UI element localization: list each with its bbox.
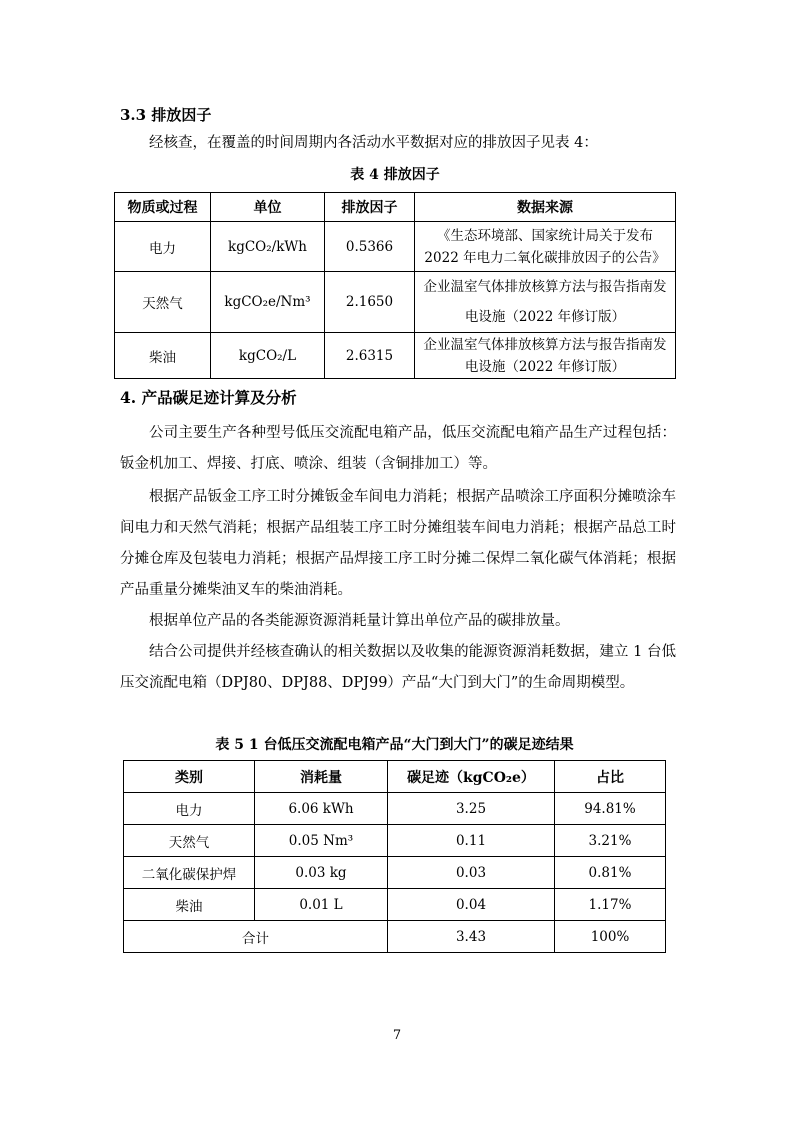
table4-header-row	[115, 193, 676, 222]
table5-share-cell: 1.17%	[555, 889, 666, 921]
table5-category-cell: 柴油	[124, 889, 255, 921]
table4-unit-cell: kgCO₂e/Nm³	[211, 272, 325, 333]
section-heading-3-3: 3.3 排放因子	[120, 106, 212, 124]
table4-factor-cell: 2.1650	[325, 272, 415, 333]
table5-amount-cell: 0.01 L	[255, 889, 388, 921]
table-row	[115, 333, 676, 379]
table-row	[115, 272, 676, 333]
body-paragraph: 结合公司提供并经核查确认的相关数据以及收集的能源资源消耗数据，建立 1 台低压交流配电箱（DPJ80、DPJ88、DPJ99）产品“大门到大门”的生命周期模型。	[120, 644, 676, 691]
table4-source-cell: 企业温室气体排放核算方法与报告指南发电设施（2022 年修订版）	[415, 272, 676, 333]
table5-footprint-cell: 0.11	[388, 825, 555, 857]
table5-share-cell: 0.81%	[555, 857, 666, 889]
table5-share-cell: 3.21%	[555, 825, 666, 857]
table5-total-share: 100%	[555, 921, 666, 953]
emission-factor-table	[114, 192, 676, 379]
table-row	[124, 825, 666, 857]
table-row	[124, 889, 666, 921]
table5-total-footprint: 3.43	[388, 921, 555, 953]
table5-share-cell: 94.81%	[555, 793, 666, 825]
table4-header-cell: 物质或过程	[115, 193, 211, 222]
body-paragraph: 根据产品钣金工序工时分摊钣金车间电力消耗；根据产品喷涂工序面积分摊喷涂车间电力和天然气消耗；根据产品组装工序工时分摊组装车间电力消耗；根据产品总工时分摊仓库及包装电力消耗；根据产品焊接工序工时分摊二保焊二氧化碳气体消耗；根据产品重量分摊柴油叉车的柴油消耗。	[120, 489, 676, 598]
table4-item-cell: 柴油	[115, 333, 211, 379]
table4-factor-cell: 0.5366	[325, 222, 415, 272]
table4-item-cell: 天然气	[115, 272, 211, 333]
table-row	[124, 793, 666, 825]
table5-header-row	[124, 761, 666, 793]
table5-amount-cell: 6.06 kWh	[255, 793, 388, 825]
table4-caption: 表 4 排放因子	[350, 167, 440, 183]
table5-category-cell: 二氧化碳保护焊	[124, 857, 255, 889]
table-row	[115, 222, 676, 272]
table5-total-row	[124, 921, 666, 953]
intro-paragraph: 经核查，在覆盖的时间周期内各活动水平数据对应的排放因子见表 4：	[149, 135, 598, 151]
body-paragraph: 根据单位产品的各类能源资源消耗量计算出单位产品的碳排放量。	[149, 613, 570, 629]
table4-header-cell: 排放因子	[325, 193, 415, 222]
table5-header-cell: 碳足迹（kgCO₂e）	[388, 761, 555, 793]
table5-header-cell: 类别	[124, 761, 255, 793]
page-number: 7	[392, 1028, 402, 1043]
table4-header-cell: 单位	[211, 193, 325, 222]
table5-footprint-cell: 0.04	[388, 889, 555, 921]
table5-header-cell: 占比	[555, 761, 666, 793]
table-row	[124, 857, 666, 889]
table5-footprint-cell: 3.25	[388, 793, 555, 825]
table4-header-cell: 数据来源	[415, 193, 676, 222]
table5-amount-cell: 0.05 Nm³	[255, 825, 388, 857]
table5-footprint-cell: 0.03	[388, 857, 555, 889]
section-heading-4: 4. 产品碳足迹计算及分析	[120, 388, 297, 407]
table5-category-cell: 天然气	[124, 825, 255, 857]
table5-header-cell: 消耗量	[255, 761, 388, 793]
table4-unit-cell: kgCO₂/kWh	[211, 222, 325, 272]
table4-item-cell: 电力	[115, 222, 211, 272]
table5-total-label: 合计	[124, 921, 388, 953]
table5-amount-cell: 0.03 kg	[255, 857, 388, 889]
table4-source-cell: 企业温室气体排放核算方法与报告指南发电设施（2022 年修订版）	[415, 333, 676, 379]
table5-category-cell: 电力	[124, 793, 255, 825]
body-paragraph: 公司主要生产各种型号低压交流配电箱产品，低压交流配电箱产品生产过程包括：钣金机加工、焊接、打底、喷涂、组装（含铜排加工）等。	[120, 425, 676, 472]
table4-factor-cell: 2.6315	[325, 333, 415, 379]
table4-source-cell: 《生态环境部、国家统计局关于发布 2022 年电力二氧化碳排放因子的公告》	[415, 222, 676, 272]
carbon-footprint-table	[123, 760, 666, 953]
table5-caption: 表 5 1 台低压交流配电箱产品“大门到大门”的碳足迹结果	[215, 737, 574, 753]
table4-unit-cell: kgCO₂/L	[211, 333, 325, 379]
